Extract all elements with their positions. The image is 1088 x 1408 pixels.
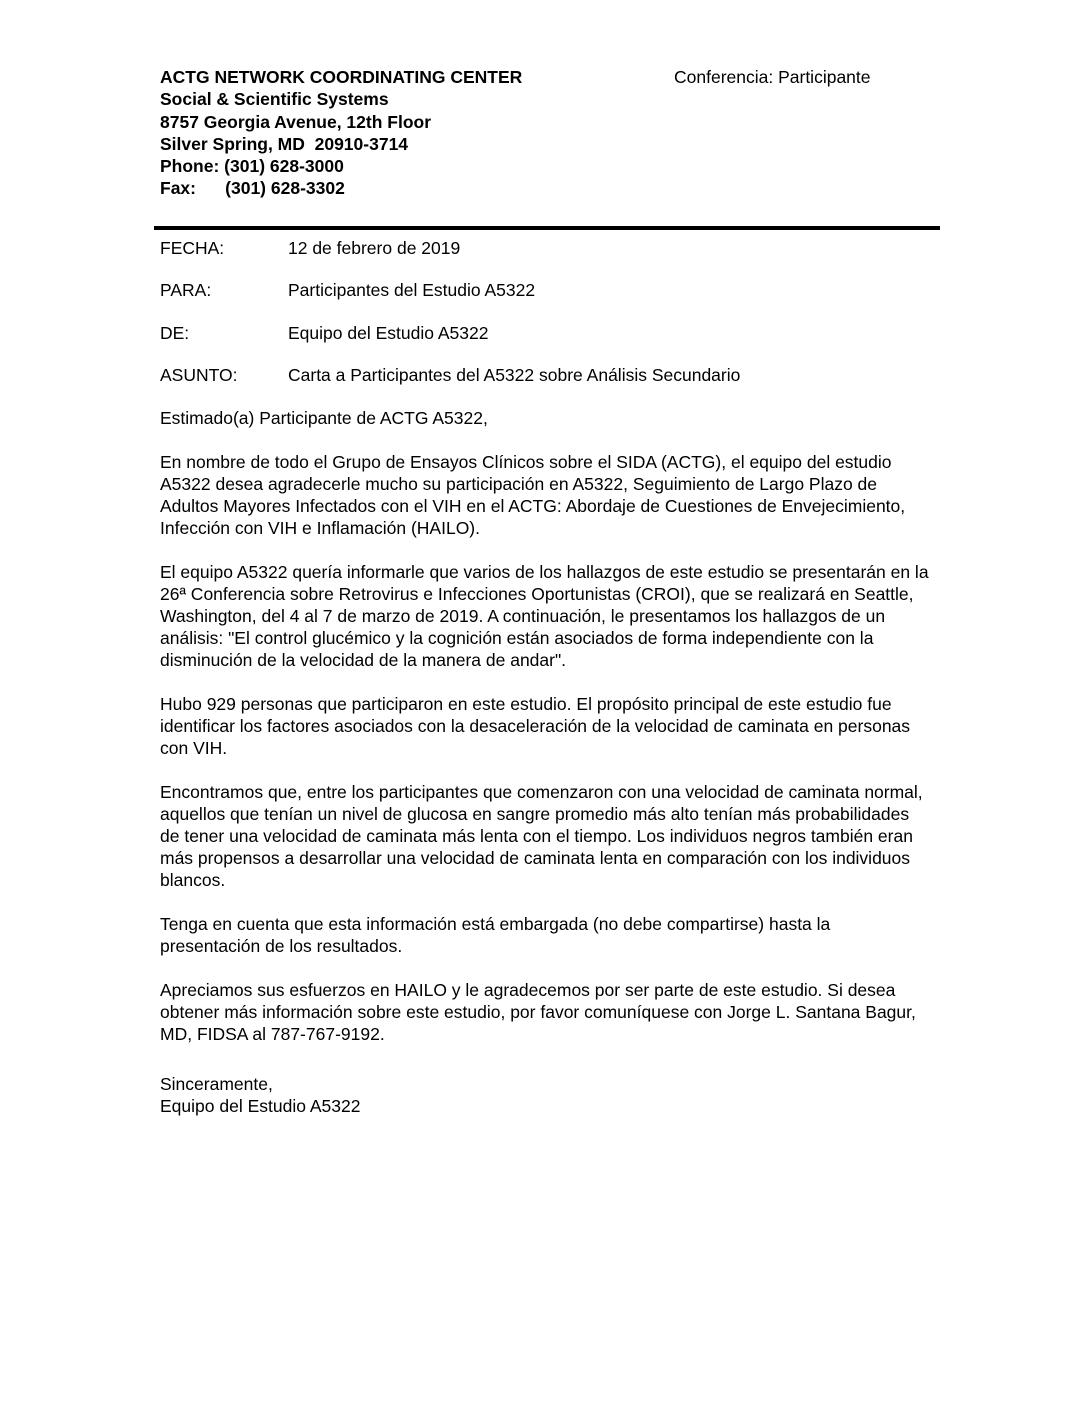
letter-content bbox=[160, 66, 932, 1117]
paragraph-intro: En nombre de todo el Grupo de Ensayos Clínicos sobre el SIDA (ACTG), el equipo del estudio A5322 desea agradecerle mucho su participación en A5322, Seguimiento de Largo Plazo de Adultos Mayores Infectados con el VIH en el ACTG: Abordaje de Cuestiones de Envejecimiento, Infección con VIH e Inflamación (HAILO). bbox=[160, 451, 906, 538]
memo-value-fecha: 12 de febrero de 2019 bbox=[288, 237, 461, 258]
paragraph-croi: El equipo A5322 quería informarle que varios de los hallazgos de este estudio se presentarán en la 26ª Conferencia sobre Retrovirus e Infecciones Oportunistas (CROI), que se realizará en Seattle, Washington, del 4 al 7 de marzo de 2019. A continuación, le presentamos los hallazgos de un análisis: "El control glucémico y la cognición están asociados de forma independiente con la disminución de la velocidad de la manera de andar". bbox=[160, 561, 929, 670]
conference-label: Conferencia: Participante bbox=[674, 67, 871, 87]
memo-label-para: PARA: bbox=[160, 280, 212, 301]
paragraph-embargo: Tenga en cuenta que esta información está embargada (no debe compartirse) hasta la presentación de los resultados. bbox=[160, 913, 831, 956]
memo-row-de bbox=[160, 322, 932, 344]
paragraph-contact: Apreciamos sus esfuerzos en HAILO y le agradecemos por ser parte de este estudio. Si desea obtener más información sobre este estudio, por favor comuníquese con Jorge L. Santana Bagur, MD, FIDSA al 787-767-9192. bbox=[160, 979, 916, 1044]
closing-block bbox=[160, 1073, 932, 1117]
company-name: Social & Scientific Systems bbox=[160, 89, 389, 110]
memo-label-asunto: ASUNTO: bbox=[160, 365, 238, 386]
memo-fields bbox=[160, 237, 932, 387]
paragraph-purpose: Hubo 929 personas que participaron en este estudio. El propósito principal de este estudio fue identificar los factores asociados con la desaceleración de la velocidad de caminata en personas con VIH. bbox=[160, 693, 911, 758]
org-name: ACTG NETWORK COORDINATING CENTER bbox=[160, 67, 523, 87]
letterhead bbox=[160, 66, 932, 200]
closing: Sinceramente, bbox=[160, 1073, 273, 1094]
phone-line: Phone: (301) 628-3000 bbox=[160, 156, 344, 177]
memo-row-fecha bbox=[160, 237, 932, 259]
salutation: Estimado(a) Participante de ACTG A5322, bbox=[160, 407, 488, 428]
memo-label-fecha: FECHA: bbox=[160, 237, 225, 258]
memo-label-de: DE: bbox=[160, 322, 190, 343]
signature: Equipo del Estudio A5322 bbox=[160, 1095, 361, 1116]
memo-row-asunto bbox=[160, 364, 932, 386]
memo-value-asunto: Carta a Participantes del A5322 sobre Análisis Secundario bbox=[288, 365, 741, 386]
memo-value-para: Participantes del Estudio A5322 bbox=[288, 280, 536, 301]
letter-body bbox=[160, 407, 932, 1117]
address-city: Silver Spring, MD 20910-3714 bbox=[160, 133, 409, 154]
paragraph-findings: Encontramos que, entre los participantes que comenzaron con una velocidad de caminata normal, aquellos que tenían un nivel de glucosa en sangre promedio más alto tenían más probabilidades de tener una velocidad de caminata más lenta con el tiempo. Los individuos negros también eran más propensos a desarrollar una velocidad de caminata lenta en comparación con los individuos blancos. bbox=[160, 781, 923, 890]
horizontal-rule bbox=[154, 226, 940, 230]
fax-line: Fax: (301) 628-3302 bbox=[160, 178, 345, 199]
address-street: 8757 Georgia Avenue, 12th Floor bbox=[160, 111, 432, 132]
memo-value-de: Equipo del Estudio A5322 bbox=[288, 322, 489, 343]
memo-row-para bbox=[160, 279, 932, 301]
